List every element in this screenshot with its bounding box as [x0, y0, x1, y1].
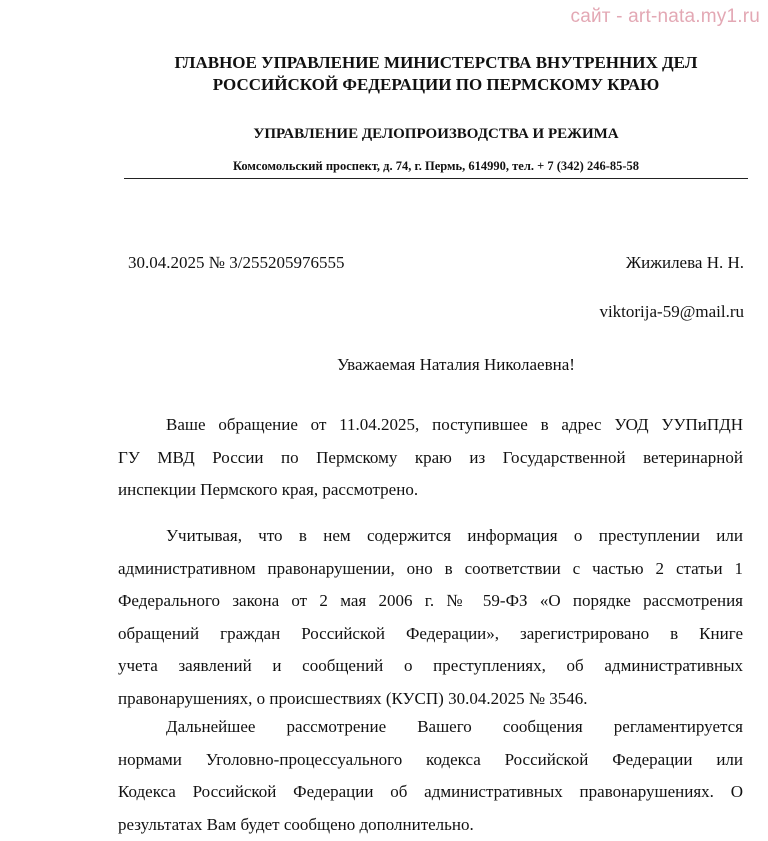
recipient-email: viktorija-59@mail.ru: [599, 302, 744, 321]
text-line: Ваше обращение от 11.04.2025, поступившее в адрес УОД УУПиПДН: [166, 415, 743, 434]
greeting: Уважаемая Наталия Николаевна!: [337, 355, 575, 374]
text-line: Кодекса Российской Федерации об административных правонарушениях. О: [118, 782, 743, 801]
paragraph-2: [118, 520, 743, 715]
header-line-2: РОССИЙСКОЙ ФЕДЕРАЦИИ ПО ПЕРМСКОМУ КРАЮ: [212, 75, 660, 94]
text-line: административном правонарушении, оно в соответствии с частью 2 статьи 1: [118, 558, 743, 578]
registration-number: 30.04.2025 № 3/255205976555: [128, 253, 345, 272]
text-line: результатах Вам будет сообщено дополнительно.: [118, 814, 474, 834]
header-divider: [124, 178, 748, 179]
text-line: Учитывая, что в нем содержится информация о преступлении или: [166, 526, 743, 545]
paragraph-1: [118, 409, 743, 507]
recipient-name: Жижилева Н. Н.: [625, 253, 744, 272]
department-header: УПРАВЛЕНИЕ ДЕЛОПРОИЗВОДСТВА И РЕЖИМА: [253, 126, 619, 142]
text-line: инспекции Пермского края, рассмотрено.: [118, 480, 419, 499]
site-watermark: сайт - art-nata.my1.ru: [570, 6, 760, 27]
text-line: Федерального закона от 2 мая 2006 г. № 59-ФЗ «О порядке рассмотрения: [118, 591, 743, 610]
ministry-header: [0, 52, 768, 96]
paragraph-3: [118, 711, 743, 841]
text-line: нормами Уголовно-процессуального кодекса Российской Федерации или: [118, 749, 743, 769]
text-line: обращений граждан Российской Федерации», зарегистрировано в Книге: [118, 623, 743, 643]
text-line: ГУ МВД России по Пермскому краю из Государственной ветеринарной: [118, 447, 743, 467]
department-address: Комсомольский проспект, д. 74, г. Пермь, 614990, тел. + 7 (342) 246-85-58: [232, 159, 640, 173]
text-line: учета заявлений и сообщений о преступлениях, об административных: [118, 656, 743, 675]
text-line: Дальнейшее рассмотрение Вашего сообщения регламентируется: [166, 717, 743, 736]
header-line-1: ГЛАВНОЕ УПРАВЛЕНИЕ МИНИСТЕРСТВА ВНУТРЕННИХ ДЕЛ: [174, 53, 698, 72]
text-line: правонарушениях, о происшествиях (КУСП) 30.04.2025 № 3546.: [118, 688, 588, 708]
